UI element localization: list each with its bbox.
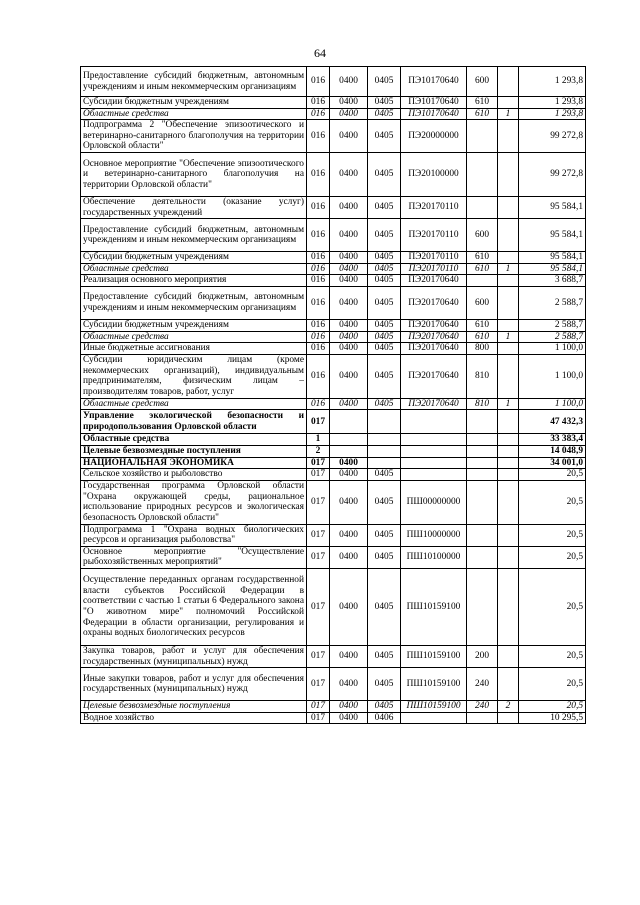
cell-src: [498, 219, 519, 252]
cell-rz: 0400: [330, 263, 368, 275]
cell-vr: 610: [467, 331, 498, 343]
table-row: [81, 546, 586, 568]
row-name: Областные средства: [81, 263, 307, 275]
table-row: [81, 108, 586, 120]
cell-amount: 20,5: [519, 524, 586, 546]
cell-gr: 017: [307, 480, 330, 524]
cell-amount: 95 584,1: [519, 196, 586, 218]
cell-amount: 20,5: [519, 701, 586, 713]
table-row: [81, 120, 586, 153]
cell-rz: 0400: [330, 398, 368, 410]
row-name: Субсидии бюджетным учреждениям: [81, 252, 307, 264]
cell-csr: [401, 434, 467, 446]
cell-vr: 610: [467, 252, 498, 264]
table-row: [81, 410, 586, 434]
table-row: [81, 434, 586, 446]
table-row: [81, 457, 586, 469]
cell-vr: 810: [467, 398, 498, 410]
cell-vr: [467, 546, 498, 568]
cell-amount: 20,5: [519, 668, 586, 701]
cell-amount: 20,5: [519, 569, 586, 646]
cell-src: [498, 67, 519, 97]
cell-src: [498, 196, 519, 218]
table-body: [81, 67, 586, 724]
cell-pr: [368, 457, 401, 469]
cell-src: [498, 97, 519, 109]
cell-src: [498, 252, 519, 264]
cell-rz: 0400: [330, 331, 368, 343]
cell-gr: 016: [307, 252, 330, 264]
cell-rz: 0400: [330, 97, 368, 109]
cell-src: [498, 152, 519, 196]
table-row: [81, 219, 586, 252]
cell-pr: 0405: [368, 97, 401, 109]
cell-src: [498, 410, 519, 434]
cell-vr: 600: [467, 67, 498, 97]
cell-src: [498, 569, 519, 646]
cell-pr: 0405: [368, 219, 401, 252]
cell-csr: ПЭ20100000: [401, 152, 467, 196]
cell-pr: 0405: [368, 546, 401, 568]
cell-amount: 20,5: [519, 646, 586, 668]
cell-amount: 20,5: [519, 469, 586, 481]
row-name: Субсидии бюджетным учреждениям: [81, 97, 307, 109]
cell-gr: 017: [307, 546, 330, 568]
cell-src: [498, 524, 519, 546]
cell-gr: 016: [307, 398, 330, 410]
cell-csr: [401, 469, 467, 481]
cell-src: 1: [498, 331, 519, 343]
cell-csr: ПШ10000000: [401, 524, 467, 546]
row-name: Подпрограмма 1 "Охрана водных биологических ресурсов и организация рыболовства": [81, 524, 307, 546]
table-row: [81, 701, 586, 713]
cell-pr: 0405: [368, 469, 401, 481]
table-row: [81, 354, 586, 398]
row-name: Целевые безвозмездные поступления: [81, 701, 307, 713]
table-row: [81, 67, 586, 97]
cell-amount: 20,5: [519, 480, 586, 524]
cell-pr: 0405: [368, 275, 401, 287]
cell-amount: 47 432,3: [519, 410, 586, 434]
row-name: Иные бюджетные ассигнования: [81, 343, 307, 355]
cell-pr: 0405: [368, 354, 401, 398]
table-row: [81, 569, 586, 646]
cell-rz: 0400: [330, 354, 368, 398]
cell-csr: ПШ00000000: [401, 480, 467, 524]
cell-amount: 2 588,7: [519, 319, 586, 331]
row-name: Иные закупки товаров, работ и услуг для обеспечения государственных (муниципальных) нужд: [81, 668, 307, 701]
cell-gr: 016: [307, 120, 330, 153]
cell-vr: 810: [467, 354, 498, 398]
cell-amount: 1 293,8: [519, 67, 586, 97]
cell-rz: [330, 445, 368, 457]
cell-gr: 017: [307, 524, 330, 546]
row-name: Основное мероприятие "Осуществление рыбохозяйственных мероприятий": [81, 546, 307, 568]
cell-csr: ПЭ20170640: [401, 398, 467, 410]
cell-pr: 0405: [368, 701, 401, 713]
cell-csr: [401, 457, 467, 469]
cell-amount: 1 100,0: [519, 343, 586, 355]
cell-pr: 0405: [368, 286, 401, 319]
cell-gr: 016: [307, 152, 330, 196]
cell-gr: 017: [307, 569, 330, 646]
cell-vr: [467, 712, 498, 724]
cell-amount: 20,5: [519, 546, 586, 568]
cell-src: 2: [498, 701, 519, 713]
table-row: [81, 97, 586, 109]
cell-gr: 017: [307, 410, 330, 434]
cell-src: 1: [498, 108, 519, 120]
cell-csr: ПШ10159100: [401, 646, 467, 668]
cell-src: [498, 668, 519, 701]
cell-csr: [401, 445, 467, 457]
budget-table: [80, 66, 586, 724]
cell-pr: 0405: [368, 668, 401, 701]
cell-csr: [401, 712, 467, 724]
cell-vr: 240: [467, 701, 498, 713]
table-row: [81, 331, 586, 343]
cell-csr: ПШ10100000: [401, 546, 467, 568]
cell-src: [498, 286, 519, 319]
cell-vr: [467, 480, 498, 524]
cell-rz: 0400: [330, 524, 368, 546]
row-name: Областные средства: [81, 434, 307, 446]
cell-rz: 0400: [330, 286, 368, 319]
cell-rz: 0400: [330, 108, 368, 120]
row-name: Сельское хозяйство и рыболовство: [81, 469, 307, 481]
cell-rz: 0400: [330, 67, 368, 97]
cell-gr: 017: [307, 668, 330, 701]
cell-gr: 2: [307, 445, 330, 457]
cell-gr: 017: [307, 701, 330, 713]
cell-pr: 0405: [368, 67, 401, 97]
table-row: [81, 152, 586, 196]
table-row: [81, 398, 586, 410]
cell-rz: 0400: [330, 546, 368, 568]
cell-gr: 016: [307, 343, 330, 355]
row-name: Областные средства: [81, 108, 307, 120]
cell-gr: 017: [307, 469, 330, 481]
cell-csr: ПЭ10170640: [401, 108, 467, 120]
cell-amount: 99 272,8: [519, 152, 586, 196]
cell-pr: 0405: [368, 108, 401, 120]
cell-src: [498, 646, 519, 668]
table-row: [81, 712, 586, 724]
row-name: Областные средства: [81, 398, 307, 410]
cell-csr: ПЭ10170640: [401, 97, 467, 109]
cell-rz: [330, 410, 368, 434]
row-name: НАЦИОНАЛЬНАЯ ЭКОНОМИКА: [81, 457, 307, 469]
row-name: Предоставление субсидий бюджетным, автономным учреждениям и иным некоммерческим организациям: [81, 67, 307, 97]
table-row: [81, 668, 586, 701]
cell-amount: 3 688,7: [519, 275, 586, 287]
cell-rz: 0400: [330, 469, 368, 481]
cell-gr: 016: [307, 275, 330, 287]
cell-amount: 34 001,0: [519, 457, 586, 469]
cell-pr: 0405: [368, 646, 401, 668]
cell-csr: ПЭ20000000: [401, 120, 467, 153]
cell-amount: 33 383,4: [519, 434, 586, 446]
cell-vr: 610: [467, 97, 498, 109]
cell-csr: ПЭ20170640: [401, 331, 467, 343]
cell-csr: ПЭ20170110: [401, 196, 467, 218]
row-name: Осуществление переданных органам государственной власти субъектов Российской Федерации в соответствии с частью 1 статьи 6 Федерального закона "О животном мире" полномочий Российской Федерации в области организации, регулирования и охраны водных биологических ресурсов: [81, 569, 307, 646]
cell-gr: 1: [307, 434, 330, 446]
row-name: Предоставление субсидий бюджетным, автономным учреждениям и иным некоммерческим организациям: [81, 219, 307, 252]
row-name: Государственная программа Орловской области "Охрана окружающей среды, рациональное использование природных ресурсов и экологическая безопасность Орловской области": [81, 480, 307, 524]
cell-vr: [467, 196, 498, 218]
cell-vr: 200: [467, 646, 498, 668]
cell-rz: 0400: [330, 646, 368, 668]
cell-pr: 0405: [368, 331, 401, 343]
table-row: [81, 646, 586, 668]
cell-amount: 95 584,1: [519, 219, 586, 252]
cell-vr: [467, 524, 498, 546]
cell-gr: 016: [307, 67, 330, 97]
cell-vr: [467, 410, 498, 434]
cell-csr: ПШ10159100: [401, 701, 467, 713]
cell-pr: 0405: [368, 252, 401, 264]
cell-gr: 016: [307, 97, 330, 109]
cell-vr: [467, 569, 498, 646]
cell-src: [498, 457, 519, 469]
cell-csr: ПЭ20170640: [401, 343, 467, 355]
page-number: 64: [314, 46, 326, 60]
row-name: Субсидии бюджетным учреждениям: [81, 319, 307, 331]
cell-src: [498, 120, 519, 153]
cell-amount: 1 293,8: [519, 97, 586, 109]
cell-src: [498, 445, 519, 457]
cell-vr: 600: [467, 286, 498, 319]
cell-src: [498, 354, 519, 398]
cell-rz: 0400: [330, 343, 368, 355]
cell-amount: 95 584,1: [519, 263, 586, 275]
row-name: Субсидии юридическим лицам (кроме некоммерческих организаций), индивидуальным предпринимателям, физическим лицам – производителям товаров, работ, услуг: [81, 354, 307, 398]
cell-gr: 016: [307, 354, 330, 398]
cell-rz: 0400: [330, 569, 368, 646]
cell-src: [498, 434, 519, 446]
cell-src: 1: [498, 398, 519, 410]
cell-gr: 016: [307, 263, 330, 275]
cell-pr: 0405: [368, 196, 401, 218]
cell-csr: ПЭ20170640: [401, 354, 467, 398]
cell-rz: 0400: [330, 668, 368, 701]
table-row: [81, 252, 586, 264]
cell-pr: 0405: [368, 263, 401, 275]
cell-pr: 0405: [368, 319, 401, 331]
table-row: [81, 445, 586, 457]
cell-rz: 0400: [330, 275, 368, 287]
cell-src: [498, 319, 519, 331]
cell-amount: 14 048,9: [519, 445, 586, 457]
cell-vr: 610: [467, 108, 498, 120]
row-name: Предоставление субсидий бюджетным, автономным учреждениям и иным некоммерческим организациям: [81, 286, 307, 319]
row-name: Обеспечение деятельности (оказание услуг) государственных учреждений: [81, 196, 307, 218]
row-name: Управление экологической безопасности и природопользования Орловской области: [81, 410, 307, 434]
cell-csr: ПЭ20170110: [401, 252, 467, 264]
table-row: [81, 343, 586, 355]
cell-vr: [467, 434, 498, 446]
table-row: [81, 469, 586, 481]
cell-csr: [401, 410, 467, 434]
cell-src: [498, 275, 519, 287]
cell-amount: 2 588,7: [519, 331, 586, 343]
table-row: [81, 196, 586, 218]
cell-src: [498, 712, 519, 724]
cell-rz: [330, 434, 368, 446]
cell-pr: [368, 410, 401, 434]
cell-pr: 0405: [368, 480, 401, 524]
cell-rz: 0400: [330, 457, 368, 469]
cell-csr: ПЭ20170640: [401, 319, 467, 331]
cell-rz: 0400: [330, 712, 368, 724]
cell-pr: 0406: [368, 712, 401, 724]
cell-rz: 0400: [330, 701, 368, 713]
table-row: [81, 524, 586, 546]
cell-amount: 99 272,8: [519, 120, 586, 153]
cell-vr: [467, 120, 498, 153]
row-name: Основное мероприятие "Обеспечение эпизоотического и ветеринарно-санитарного благополучия на территории Орловской области": [81, 152, 307, 196]
cell-vr: [467, 275, 498, 287]
table-row: [81, 263, 586, 275]
row-name: Подпрограмма 2 "Обеспечение эпизоотического и ветеринарно-санитарного благополучия на территории Орловской области": [81, 120, 307, 153]
cell-gr: 017: [307, 646, 330, 668]
cell-pr: 0405: [368, 120, 401, 153]
cell-rz: 0400: [330, 120, 368, 153]
cell-vr: [467, 445, 498, 457]
cell-gr: 016: [307, 331, 330, 343]
cell-csr: ПЭ20170110: [401, 263, 467, 275]
cell-gr: 016: [307, 319, 330, 331]
cell-csr: ПЭ10170640: [401, 67, 467, 97]
cell-csr: ПШ10159100: [401, 569, 467, 646]
cell-src: 1: [498, 263, 519, 275]
cell-pr: 0405: [368, 343, 401, 355]
cell-pr: 0405: [368, 524, 401, 546]
cell-amount: 2 588,7: [519, 286, 586, 319]
cell-rz: 0400: [330, 219, 368, 252]
cell-rz: 0400: [330, 196, 368, 218]
cell-amount: 10 295,5: [519, 712, 586, 724]
cell-csr: ПЭ20170640: [401, 275, 467, 287]
cell-vr: [467, 469, 498, 481]
cell-gr: 016: [307, 286, 330, 319]
cell-amount: 1 293,8: [519, 108, 586, 120]
table-row: [81, 319, 586, 331]
row-name: Целевые безвозмездные поступления: [81, 445, 307, 457]
cell-vr: 610: [467, 263, 498, 275]
cell-vr: 800: [467, 343, 498, 355]
cell-rz: 0400: [330, 319, 368, 331]
cell-gr: 017: [307, 457, 330, 469]
cell-amount: 1 100,0: [519, 354, 586, 398]
cell-rz: 0400: [330, 252, 368, 264]
cell-rz: 0400: [330, 480, 368, 524]
table-row: [81, 286, 586, 319]
cell-gr: 016: [307, 219, 330, 252]
cell-pr: 0405: [368, 152, 401, 196]
cell-amount: 1 100,0: [519, 398, 586, 410]
cell-vr: [467, 457, 498, 469]
cell-src: [498, 469, 519, 481]
cell-pr: [368, 445, 401, 457]
row-name: Реализация основного мероприятия: [81, 275, 307, 287]
cell-src: [498, 546, 519, 568]
cell-src: [498, 343, 519, 355]
cell-pr: 0405: [368, 569, 401, 646]
cell-pr: 0405: [368, 398, 401, 410]
cell-csr: ПШ10159100: [401, 668, 467, 701]
cell-vr: 600: [467, 219, 498, 252]
row-name: Водное хозяйство: [81, 712, 307, 724]
table-row: [81, 480, 586, 524]
cell-gr: 016: [307, 196, 330, 218]
table-row: [81, 275, 586, 287]
cell-vr: 240: [467, 668, 498, 701]
row-name: Областные средства: [81, 331, 307, 343]
cell-csr: ПЭ20170110: [401, 219, 467, 252]
cell-vr: [467, 152, 498, 196]
cell-src: [498, 480, 519, 524]
cell-gr: 016: [307, 108, 330, 120]
row-name: Закупка товаров, работ и услуг для обеспечения государственных (муниципальных) нужд: [81, 646, 307, 668]
cell-amount: 95 584,1: [519, 252, 586, 264]
cell-rz: 0400: [330, 152, 368, 196]
cell-gr: 017: [307, 712, 330, 724]
cell-csr: ПЭ20170640: [401, 286, 467, 319]
cell-vr: 610: [467, 319, 498, 331]
cell-pr: [368, 434, 401, 446]
